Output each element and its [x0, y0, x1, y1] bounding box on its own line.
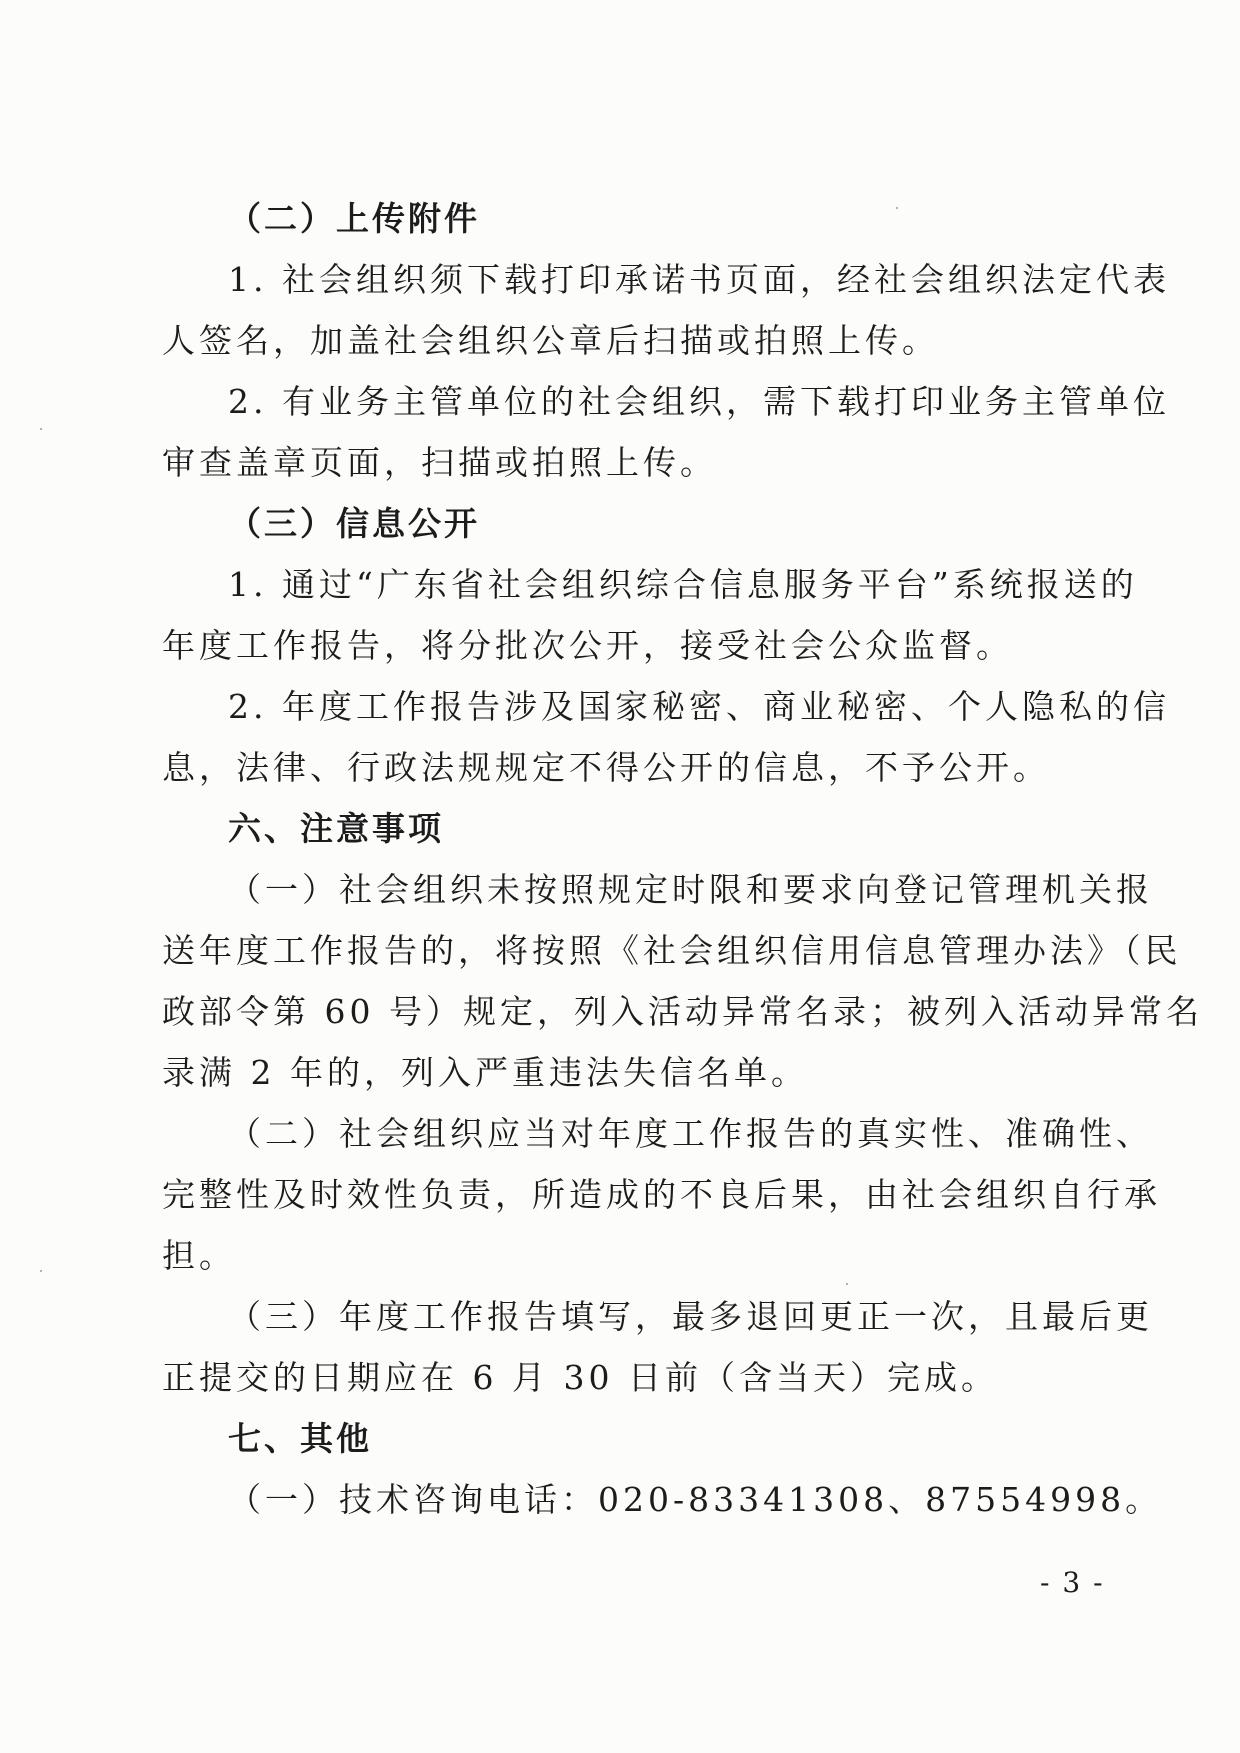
scan-speck [40, 428, 42, 430]
paragraph-line: 1. 通过“广东省社会组织综合信息服务平台”系统报送的 [228, 565, 1138, 604]
paragraph-line: （二）社会组织应当对年度工作报告的真实性、准确性、 [228, 1114, 1153, 1153]
section-heading-upload-attachments: （二）上传附件 [228, 199, 480, 238]
paragraph-line: 政部令第 60 号）规定，列入活动异常名录；被列入活动异常名 [162, 992, 1203, 1031]
paragraph-line: 担。 [162, 1236, 236, 1275]
scan-speck [846, 1283, 848, 1285]
section-heading-other: 七、其他 [228, 1419, 372, 1458]
paragraph-line: 完整性及时效性负责，所造成的不良后果，由社会组织自行承 [162, 1175, 1161, 1214]
paragraph-line: 息，法律、行政法规规定不得公开的信息，不予公开。 [162, 748, 1050, 787]
paragraph-line: （三）年度工作报告填写，最多退回更正一次，且最后更 [228, 1297, 1153, 1336]
paragraph-line: 2. 年度工作报告涉及国家秘密、商业秘密、个人隐私的信 [228, 687, 1170, 726]
paragraph-line: 1. 社会组织须下载打印承诺书页面，经社会组织法定代表 [228, 260, 1170, 299]
paragraph-line: 2. 有业务主管单位的社会组织，需下载打印业务主管单位 [228, 382, 1170, 421]
paragraph-line: 人签名，加盖社会组织公章后扫描或拍照上传。 [162, 321, 939, 360]
paragraph-line: 录满 2 年的，列入严重违法失信名单。 [162, 1053, 808, 1092]
paragraph-line: （一）社会组织未按照规定时限和要求向登记管理机关报 [228, 870, 1153, 909]
paragraph-line: 审查盖章页面，扫描或拍照上传。 [162, 443, 717, 482]
paragraph-line: 送年度工作报告的，将按照《社会组织信用信息管理办法》（民 [162, 931, 1182, 970]
paragraph-line: 年度工作报告，将分批次公开，接受社会公众监督。 [162, 626, 1013, 665]
scan-speck [40, 1270, 42, 1272]
paragraph-line: 正提交的日期应在 6 月 30 日前（含当天）完成。 [162, 1358, 998, 1397]
scan-speck [896, 207, 898, 209]
section-heading-information-disclosure: （三）信息公开 [228, 504, 480, 543]
document-body [162, 188, 1203, 1530]
page-number: - 3 - [1040, 1566, 1105, 1599]
section-heading-notes: 六、注意事项 [228, 809, 444, 848]
paragraph-line-contact-phone: （一）技术咨询电话：020-83341308、87554998。 [228, 1480, 1163, 1519]
